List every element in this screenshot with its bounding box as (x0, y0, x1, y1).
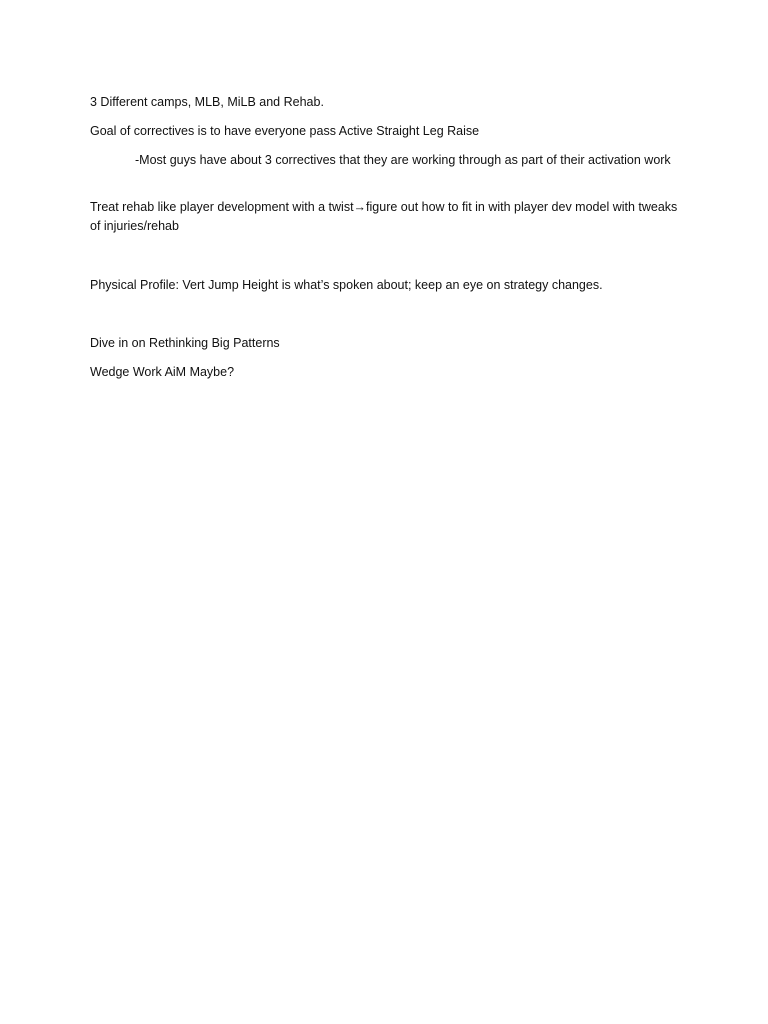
note-rehab-development: Treat rehab like player development with a twist→figure out how to fit in with player dev model with tweaks of injuries/rehab (90, 200, 678, 233)
note-camps: 3 Different camps, MLB, MiLB and Rehab. (90, 95, 324, 109)
note-correctives-detail: -Most guys have about 3 correctives that they are working through as part of their activation work (135, 153, 671, 167)
note-physical-profile: Physical Profile: Vert Jump Height is what’s spoken about; keep an eye on strategy changes. (90, 278, 603, 292)
note-correctives-goal: Goal of correctives is to have everyone pass Active Straight Leg Raise (90, 124, 480, 138)
note-wedge-work: Wedge Work AiM Maybe? (90, 365, 235, 379)
note-big-patterns: Dive in on Rethinking Big Patterns (90, 336, 280, 350)
